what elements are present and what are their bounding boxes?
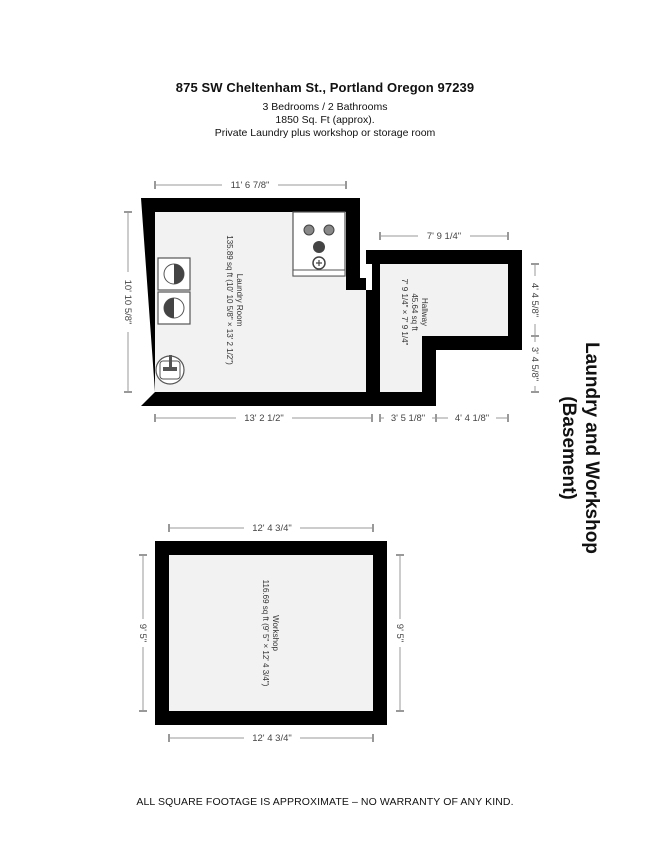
hallway-wall-top <box>366 250 522 264</box>
dim-laundry-left: 10' 10 5/8" <box>122 279 133 325</box>
disclaimer: ALL SQUARE FOOTAGE IS APPROXIMATE – NO WARRANTY OF ANY KIND. <box>136 796 514 808</box>
hallway-name: Hallway <box>420 297 429 327</box>
dim-workshop-left: 9' 5" <box>137 623 148 643</box>
bed-bath: 3 Bedrooms / 2 Bathrooms <box>262 101 388 113</box>
hallway-area: 45.64 sq ft <box>410 293 419 331</box>
workshop-room <box>155 541 387 725</box>
floor-title <box>558 342 602 554</box>
hallway-divider <box>372 250 380 406</box>
dim-hall-bottom-left: 3' 5 1/8" <box>390 413 426 424</box>
range-stove <box>293 212 345 276</box>
property-note: Private Laundry plus workshop or storage room <box>214 127 436 139</box>
dim-hall-top: 7' 9 1/4" <box>426 231 462 242</box>
workshop-floor <box>169 555 373 711</box>
dim-workshop-bottom: 12' 4 3/4" <box>252 733 292 744</box>
burner-icon <box>313 241 325 253</box>
floor-title-line1: Laundry and Workshop <box>581 342 602 554</box>
dim-workshop-right: 9' 5" <box>394 623 405 643</box>
square-footage: 1850 Sq. Ft (approx). <box>275 114 375 126</box>
dim-hall-right-upper: 4' 4 5/8" <box>529 282 540 318</box>
hallway <box>366 250 522 406</box>
laundry-room-area: 135.89 sq ft (10' 10 5/8" × 13' 2 1/2") <box>225 235 234 365</box>
laundry-room-name: Laundry Room <box>235 273 244 327</box>
hallway-dims: 7' 9 1/4" × 7' 9 1/4" <box>400 278 409 346</box>
dim-laundry-top: 11' 6 7/8" <box>230 180 270 191</box>
workshop-area: 116.69 sq ft (9' 5" × 12' 4 3/4") <box>261 579 270 687</box>
burner-icon <box>304 225 314 235</box>
dim-workshop-top: 12' 4 3/4" <box>252 523 292 534</box>
hallway-wall-step <box>422 336 522 350</box>
hallway-floor <box>380 264 508 392</box>
burner-icon <box>324 225 334 235</box>
dim-hall-bottom-right: 4' 4 1/8" <box>454 413 490 424</box>
workshop-name: Workshop <box>271 615 280 651</box>
dim-hall-right-lower: 3' 4 5/8" <box>529 346 540 382</box>
dim-laundry-bottom: 13' 2 1/2" <box>244 413 284 424</box>
floor-title-line2: (Basement) <box>558 396 579 500</box>
utility-sink <box>156 355 184 384</box>
hallway-wall-right <box>508 250 522 350</box>
address: 875 SW Cheltenham St., Portland Oregon 97239 <box>175 80 475 95</box>
